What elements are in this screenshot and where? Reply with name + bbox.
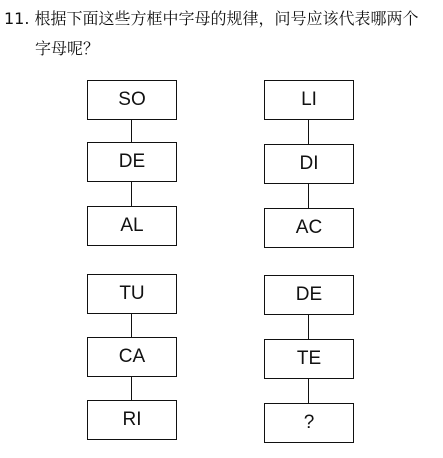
right-box-2: DI — [264, 144, 354, 184]
left-box-3: AL — [87, 206, 177, 246]
right-connector-4 — [308, 379, 309, 403]
right-connector-3 — [308, 315, 309, 339]
left-box-1: SO — [87, 80, 177, 120]
question-line-2: 字母呢？ — [35, 39, 100, 58]
left-connector-2 — [131, 182, 132, 206]
right-connector-2 — [308, 184, 309, 208]
left-connector-3 — [131, 314, 132, 337]
right-connector-1 — [308, 120, 309, 144]
left-box-4: TU — [87, 274, 177, 314]
question-text — [4, 4, 440, 64]
left-connector-4 — [131, 377, 132, 400]
right-box-1: LI — [264, 80, 354, 120]
left-box-5: CA — [87, 337, 177, 377]
left-box-2: DE — [87, 142, 177, 182]
left-box-6: RI — [87, 400, 177, 440]
left-connector-1 — [131, 120, 132, 142]
right-box-4: DE — [264, 275, 354, 315]
right-box-5: TE — [264, 339, 354, 379]
right-box-3: AC — [264, 208, 354, 248]
right-box-6-question-mark: ? — [264, 403, 354, 443]
question-line-1: 11. 根据下面这些方框中字母的规律，问号应该代表哪两个 — [4, 9, 419, 28]
